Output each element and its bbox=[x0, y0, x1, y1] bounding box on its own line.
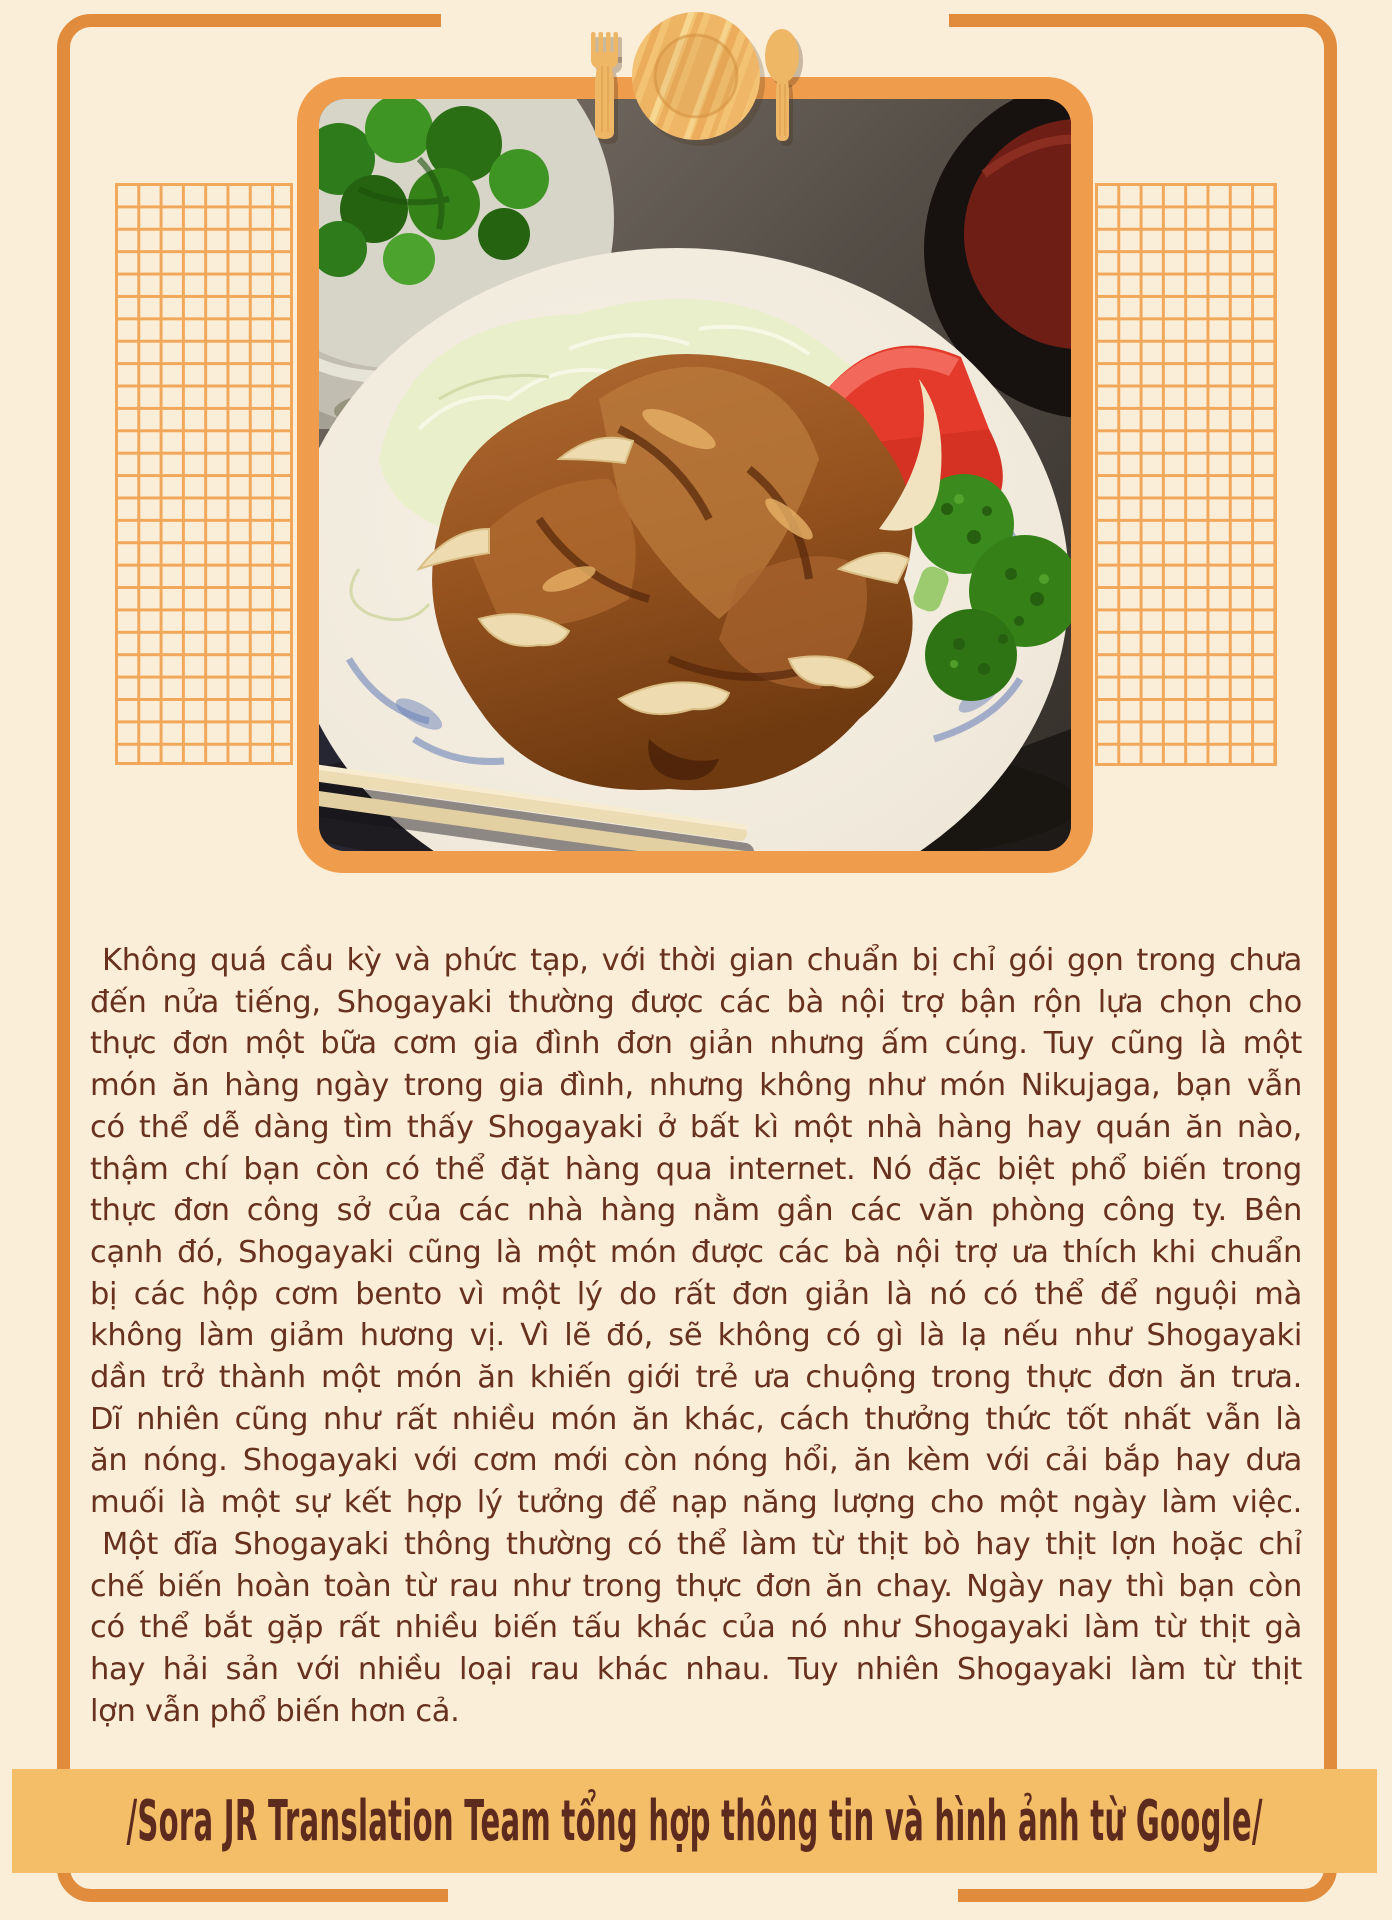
article-line: có thể dễ dàng tìm thấy Shogayaki ở bất kì một nhà hàng hay quán ăn nào, bbox=[90, 1109, 1302, 1145]
article-line: muối là một sự kết hợp lý tưởng để nạp năng lượng cho một ngày làm việc. bbox=[90, 1485, 1302, 1521]
credit-banner bbox=[12, 1769, 1377, 1873]
fork-icon bbox=[591, 32, 622, 144]
article-line: lợn vẫn phổ biến hơn cả. bbox=[90, 1693, 460, 1729]
article-text bbox=[90, 940, 1302, 1732]
article-line: Một đĩa Shogayaki thông thường có thể làm từ thịt bò hay thịt lợn hoặc chỉ bbox=[102, 1526, 1302, 1562]
article-line: thậm chí bạn còn có thể đặt hàng qua internet. Nó đặc biệt phổ biến trong bbox=[90, 1151, 1302, 1187]
article-line: cạnh đó, Shogayaki cũng là một món được các bà nội trợ ưa thích khi chuẩn bbox=[90, 1234, 1302, 1270]
article-line: không làm giảm hương vị. Vì lẽ đó, sẽ không có gì là lạ nếu như Shogayaki bbox=[90, 1318, 1302, 1354]
article-line: dần trở thành một món ăn khiến giới trẻ ưa chuộng trong thực đơn ăn trưa. bbox=[90, 1360, 1302, 1396]
spoon-icon bbox=[765, 29, 803, 146]
food-photo-card bbox=[297, 77, 1093, 873]
article-line: Dĩ nhiên cũng như rất nhiều món ăn khác, cách thưởng thức tốt nhất vẫn là bbox=[90, 1401, 1302, 1437]
grid-pattern-left bbox=[115, 183, 293, 765]
article-line: ăn nóng. Shogayaki với cơm mới còn nóng hổi, ăn kèm với cải bắp hay dưa bbox=[90, 1443, 1302, 1479]
grid-pattern-right bbox=[1095, 183, 1277, 766]
shogayaki-photo bbox=[319, 99, 1071, 851]
article-line: bị các hộp cơm bento vì một lý do rất đơn giản là nó có thể để nguội mà bbox=[90, 1276, 1302, 1312]
article-line: đến nửa tiếng, Shogayaki thường được các bà nội trợ bận rộn lựa chọn cho bbox=[90, 984, 1302, 1020]
article-line: có thể bắt gặp rất nhiều biến tấu khác của nó như Shogayaki làm từ thịt gà bbox=[90, 1610, 1302, 1646]
article-line: chế biến hoàn toàn từ rau như trong thực đơn ăn chay. Ngày nay thì bạn còn bbox=[90, 1568, 1302, 1604]
frame-bottom-gap bbox=[448, 1885, 958, 1907]
article-line: thực đơn công sở của các nhà hàng nằm gần các văn phòng công ty. Bên bbox=[90, 1193, 1302, 1229]
table-setting-decoration bbox=[581, 4, 811, 152]
credit-text: /Sora JR Translation Team tổng hợp thông tin và hình ảnh từ Google/ bbox=[126, 1788, 1263, 1854]
article-line: Không quá cầu kỳ và phức tạp, với thời gian chuẩn bị chỉ gói gọn trong chưa bbox=[102, 943, 1302, 978]
article-line: hay hải sản với nhiều loại rau khác nhau. Tuy nhiên Shogayaki làm từ thịt bbox=[90, 1651, 1302, 1687]
shogayaki-photo-illustration bbox=[319, 99, 1071, 851]
article-line: thực đơn một bữa cơm gia đình đơn giản nhưng ấm cúng. Tuy cũng là một bbox=[90, 1026, 1302, 1062]
article-line: món ăn hàng ngày trong gia đình, nhưng không như món Nikujaga, bạn vẫn bbox=[90, 1068, 1302, 1104]
plate-icon bbox=[605, 4, 784, 152]
